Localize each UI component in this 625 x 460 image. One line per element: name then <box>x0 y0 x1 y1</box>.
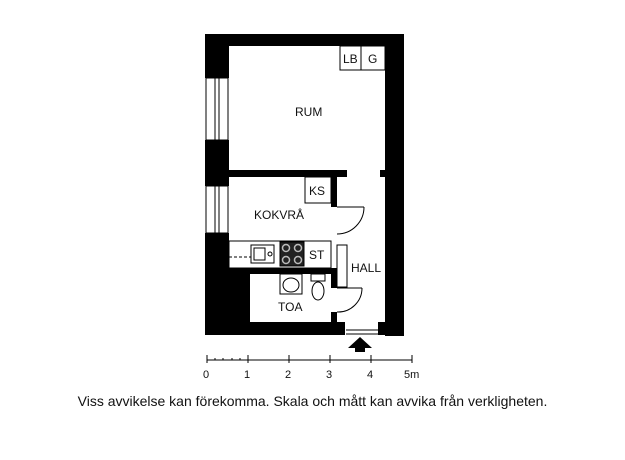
scale-tick-2: 2 <box>285 369 292 381</box>
toilet-tank <box>311 274 325 281</box>
scale-tick-3: 3 <box>326 369 333 381</box>
scale-tick-5m: 5m <box>404 369 420 381</box>
scale-tick-1: 1 <box>244 369 251 381</box>
window-rum <box>206 78 228 140</box>
room-label-hall: HALL <box>351 261 382 275</box>
scale-ticks <box>203 369 419 381</box>
entrance-arrow-icon <box>348 337 372 352</box>
scale-bar <box>207 355 412 363</box>
fixture-label-ks: KS <box>309 184 326 198</box>
fixture-label-st: ST <box>309 248 325 262</box>
disclaimer-text: Viss avvikelse kan förekomma. Skala och mått kan avvika från verkligheten. <box>77 393 548 409</box>
room-label-toa: TOA <box>278 300 303 314</box>
scale-tick-0: 0 <box>203 369 210 381</box>
fixture-label-lb: LB <box>343 52 358 66</box>
fixture-label-g: G <box>368 52 378 66</box>
hall-closet <box>337 245 347 287</box>
scale-tick-4: 4 <box>367 369 374 381</box>
room-label-kokvra: KOKVRÅ <box>254 208 305 222</box>
window-kitchen <box>206 186 228 233</box>
toilet-icon <box>312 282 324 300</box>
room-label-rum: RUM <box>295 105 323 119</box>
